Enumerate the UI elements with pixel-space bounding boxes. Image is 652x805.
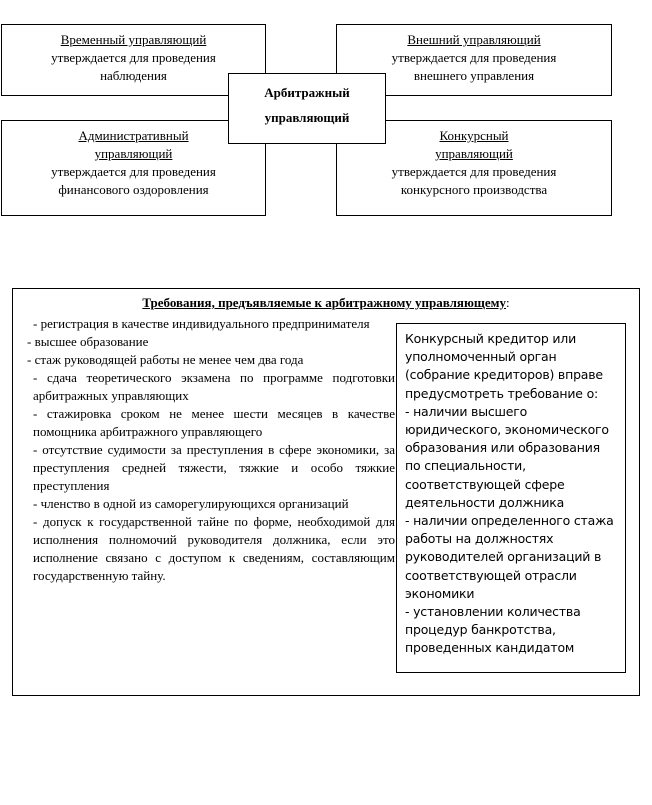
list-item: - допуск к государственной тайне по форме, необходимой для исполнения полномочий руководителя должника, если это исполнение связано с доступом к сведениям, составляющим государственную тайну. [33,514,395,583]
box-desc: утверждается для проведения [391,164,557,179]
requirements-title-text: Требования, предъявляемые к арбитражному управляющему [142,295,506,310]
box-title: управляющий [94,146,173,161]
center-title: управляющий [264,110,350,125]
box-desc: утверждается для проведения [51,164,216,179]
center-title: Арбитражный [264,85,350,100]
list-item: - стажировка сроком не менее шести месяцев в качестве помощника арбитражного управляющего [33,406,395,439]
requirements-list [27,315,395,585]
list-item: - сдача теоретического экзамена по программе подготовки арбитражных управляющих [33,370,395,403]
creditor-requirements-box [396,323,626,673]
list-item: - наличии определенного стажа работы на должностях руководителей организаций в соответствующей отрасли экономики [405,513,614,601]
list-item: - стаж руководящей работы не менее чем два года [27,352,304,367]
administrative-manager-box [1,120,266,216]
list-item: - установлении количества процедур банкротства, проведенных кандидатом [405,604,581,656]
list-item: - наличии высшего юридического, экономического образования или образования по специальности, соответствующей сфере деятельности должника [405,403,609,510]
list-item: - отсутствие судимости за преступления в сфере экономики, за преступления средней тяжести, тяжкие и особо тяжкие преступления [33,442,395,493]
requirements-title-colon: : [506,295,510,310]
box-desc: внешнего управления [413,68,535,83]
list-item: - членство в одной из саморегулирующихся организаций [33,496,349,511]
box-title: Внешний управляющий [407,32,541,47]
box-title: Конкурсный [439,128,509,143]
box-title: Временный управляющий [60,32,207,47]
requirements-title [13,295,639,311]
box-title: управляющий [435,146,513,161]
box-desc: наблюдения [100,68,167,83]
list-item: - высшее образование [27,334,149,349]
box-desc: утверждается для проведения [391,50,557,65]
box-desc: конкурсного производства [400,182,548,197]
box-title: Административный [78,128,189,143]
box-desc: утверждается для проведения [51,50,216,65]
box-desc: финансового оздоровления [58,182,209,197]
temporary-manager-box [1,24,266,96]
arbitration-manager-box [228,73,386,144]
list-item: - регистрация в качестве индивидуального предпринимателя [33,316,370,331]
creditor-intro: Конкурсный кредитор или уполномоченный орган (собрание кредиторов) вправе предусмотреть требование о: [405,331,603,401]
